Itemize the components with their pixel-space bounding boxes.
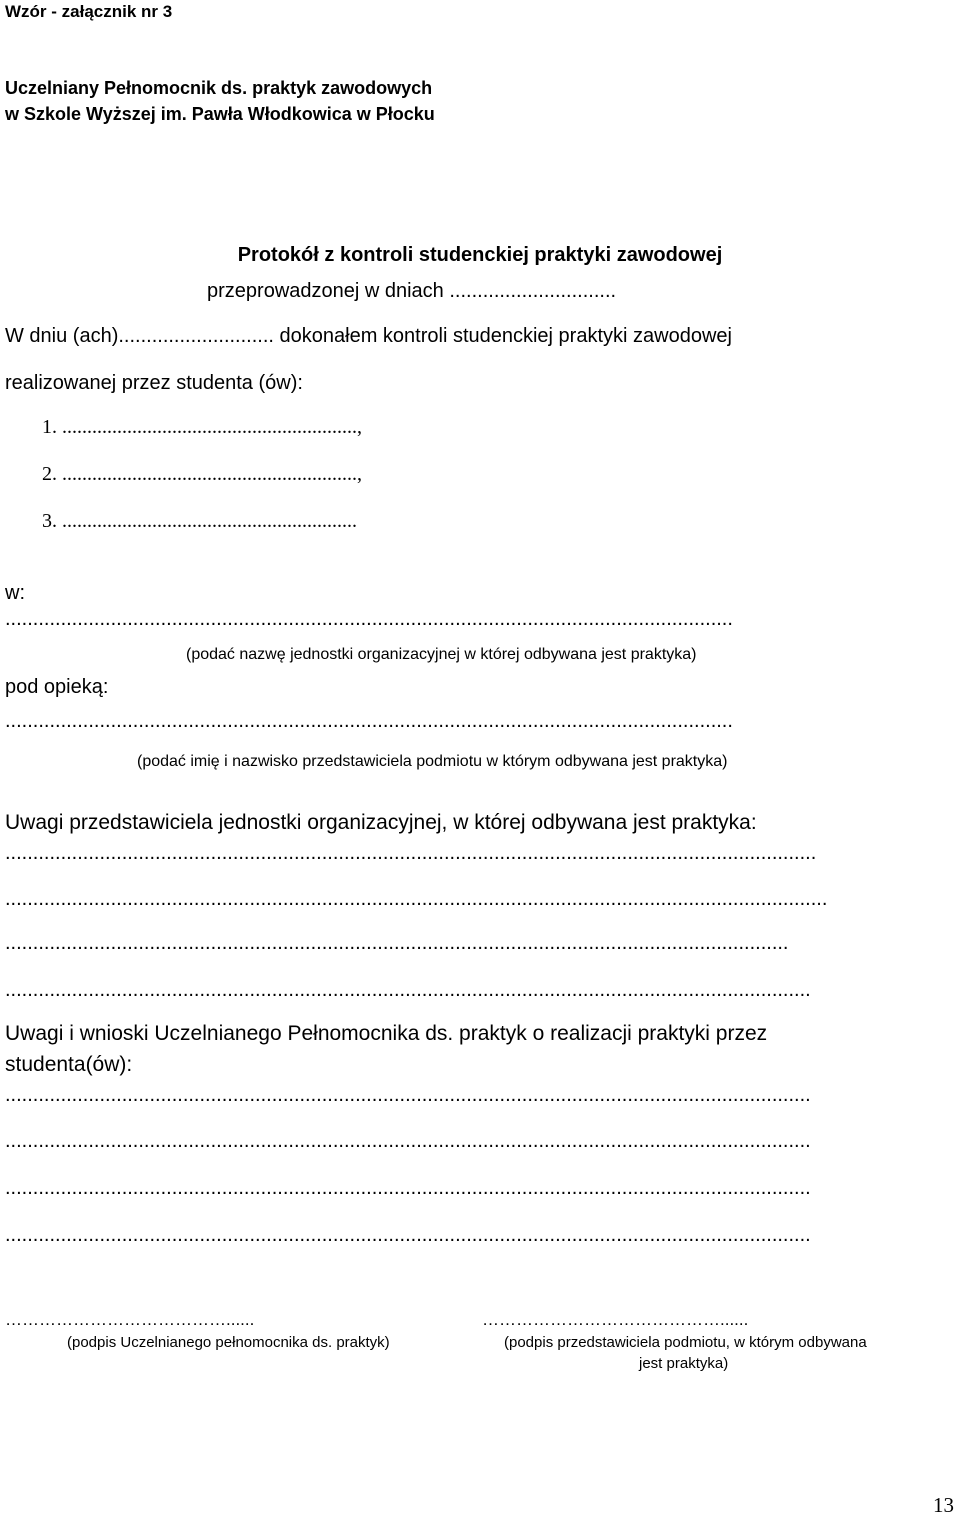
left-signature-line: …………………………………...... xyxy=(5,1310,255,1329)
right-signature-caption: (podpis przedstawiciela podmiotu, w którym odbywana xyxy=(504,1334,867,1351)
right-signature-line: ……………………………………...... xyxy=(482,1310,749,1329)
supervisor-dotted-line: ................................................................................................................................... xyxy=(5,710,733,732)
plenipotentiary-remarks-label-cont: studenta(ów): xyxy=(5,1053,133,1076)
left-signature-caption: (podpis Uczelnianego pełnomocnika ds. praktyk) xyxy=(67,1334,390,1351)
attachment-label: Wzór - załącznik nr 3 xyxy=(5,2,173,21)
plenipotentiary-remarks-line: ................................................................................................................................................. xyxy=(5,1130,811,1152)
unit-remarks-line: ................................................................................................................................................. xyxy=(5,979,811,1001)
unit-remarks-label: Uwagi przedstawiciela jednostki organizacyjnej, w której odbywana jest praktyka: xyxy=(5,811,757,834)
supervisor-label: pod opieką: xyxy=(5,676,109,698)
page-number: 13 xyxy=(933,1493,954,1517)
unit-remarks-line: .................................................................................................................................................. xyxy=(5,842,817,864)
protocol-title: Protokół z kontroli studenckiej praktyki zawodowej xyxy=(237,244,723,266)
students-intro-label: realizowanej przez studenta (ów): xyxy=(5,372,303,394)
plenipotentiary-remarks-line: ................................................................................................................................................. xyxy=(5,1224,811,1246)
student-entry-2: 2. ..........................................................., xyxy=(42,463,362,485)
unit-remarks-line: ............................................................................................................................................. xyxy=(5,932,789,954)
student-entry-3: 3. ........................................................... xyxy=(42,510,357,532)
plenipotentiary-remarks-line: ................................................................................................................................................. xyxy=(5,1084,811,1106)
issuer-line-2: w Szkole Wyższej im. Pawła Włodkowica w Płocku xyxy=(5,104,435,124)
place-hint: (podać nazwę jednostki organizacyjnej w której odbywana jest praktyka) xyxy=(186,646,697,663)
place-dotted-line: ................................................................................................................................... xyxy=(5,608,733,630)
supervisor-hint: (podać imię i nazwisko przedstawiciela podmiotu w którym odbywana jest praktyka) xyxy=(137,753,728,770)
issuer-line-1: Uczelniany Pełnomocnik ds. praktyk zawodowych xyxy=(5,78,433,98)
place-label: w: xyxy=(5,582,25,604)
inspection-intro-line: W dniu (ach)............................ dokonałem kontroli studenckiej praktyki zawodowej xyxy=(5,325,732,347)
right-signature-caption-cont: jest praktyka) xyxy=(639,1355,729,1372)
plenipotentiary-remarks-label: Uwagi i wnioski Uczelnianego Pełnomocnika ds. praktyk o realizacji praktyki przez xyxy=(5,1022,768,1045)
unit-remarks-line: .................................................................................................................................................... xyxy=(5,888,828,910)
student-entry-1: 1. ..........................................................., xyxy=(42,416,362,438)
plenipotentiary-remarks-line: ................................................................................................................................................. xyxy=(5,1177,811,1199)
protocol-dates-line: przeprowadzonej w dniach .............................. xyxy=(207,280,617,302)
